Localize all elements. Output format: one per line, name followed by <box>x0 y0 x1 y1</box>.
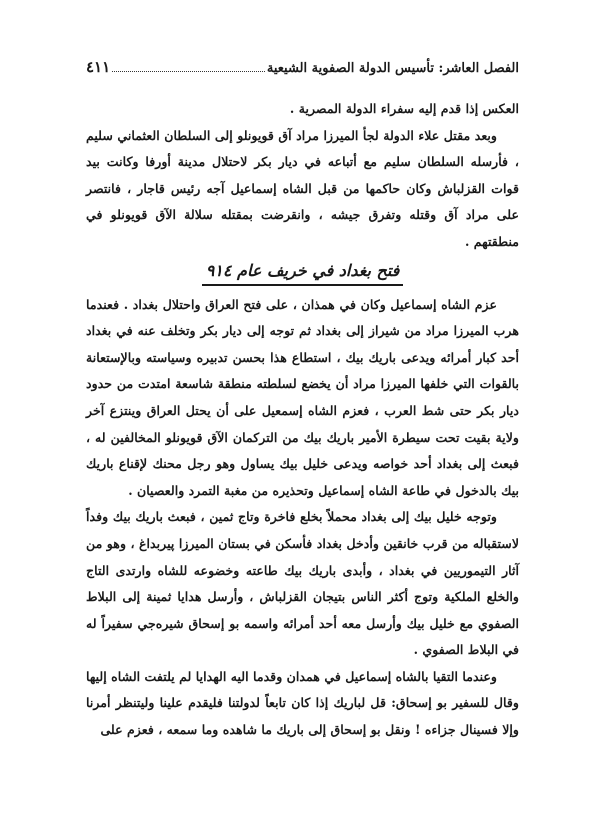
running-header <box>86 58 519 84</box>
section-heading-text: فتح بغداد في خريف عام ٩١٤ <box>202 258 404 286</box>
paragraph-murad-defeat: وبعد مقتل علاء الدولة لجأ الميرزا مراد آق قويونلو إلى السلطان العثماني سليم ، فأرسله السلطان سليم مع أتباعه في ديار بكر لاحتلال مدينة أورفا وكانت بيد قوات القزلباش وكان حاكمها من قبل الشاه إسماعيل آجه رئيس قاجار ، فانتصر على مراد آق وقتله وتفرق جيشه ، وانقرضت بمقتله سلالة الآق قويونلو في منطقتهم . <box>86 127 519 249</box>
header-dot-leader <box>112 70 265 72</box>
body-text <box>86 96 519 744</box>
section-heading <box>86 258 519 288</box>
paragraph-baghdad-campaign: عزم الشاه إسماعيل وكان في همذان ، على فتح العراق واحتلال بغداد . فعندما هرب الميرزا مراد من شيراز إلى بغداد ثم توجه إلى ديار بكر وتخلف عنه في بغداد أحد كبار أمرائه ويدعى باريك بيك ، استطاع هذا بحسن تدبيره وسياسته وبالإستعانة بالقوات التي خلفها الميرزا مراد أن يخضع لسلطته منطقة شاسعة امتدت من حدود ديار بكر حتى شط العرب ، فعزم الشاه إسمعيل على أن يحتل العراق وينتزع آخر ولاية بقيت تحت سيطرة الأمير باريك بيك من التركمان الآق قويونلو المخالفين له ، فبعث إلى بغداد أحد خواصه ويدعى خليل بيك يساول وهو رجل محنك لإقناع باريك بيك بالدخول في طاعة الشاه إسماعيل وتحذيره من مغبة التمرد والعصيان . <box>86 296 519 498</box>
page-number: ٤١١ <box>86 58 111 76</box>
paragraph-khalil-bek-mission: وتوجه خليل بيك إلى بغداد محملاً بخلع فاخرة وتاج ثمين ، فبعث باريك بيك وفداً لاستقباله من قرب خانقين وأدخل بغداد فأسكن في بستان الميرزا پيربداغ ، وهو من آثار التيموريين في بغداد ، وأبدى باريك بيك طاعته وخضوعه للشاه وارتدى التاج والخلع الملكية وتوج أكثر الناس بتيجان القزلباش ، وأرسل هدايا ثمينة إلى البلاط الصفوي مع خليل بيك وأرسل معه أحد أمرائه واسمه بو إسحاق شيره‌جي سفيراً له في البلاط الصفوي . <box>86 509 519 658</box>
paragraph-shah-reply: وعندما التقيا بالشاه إسماعيل في همدان وقدما اليه الهدايا لم يلتفت الشاه إليها وقال للسفير بو إسحاق: قل لباريك إذا كان تابعاً لدولتنا فليقدم علينا وليتنظر أمرنا وإلا فسينال جزاءه ! ونقل بو إسحاق إلى باريك ما شاهده وما سمعه ، فعزم على <box>85 668 519 738</box>
running-title: الفصل العاشر: تأسيس الدولة الصفوية الشيعية <box>266 61 519 76</box>
paragraph-continuation: العكس إذا قدم إليه سفراء الدولة المصرية . <box>289 101 519 116</box>
